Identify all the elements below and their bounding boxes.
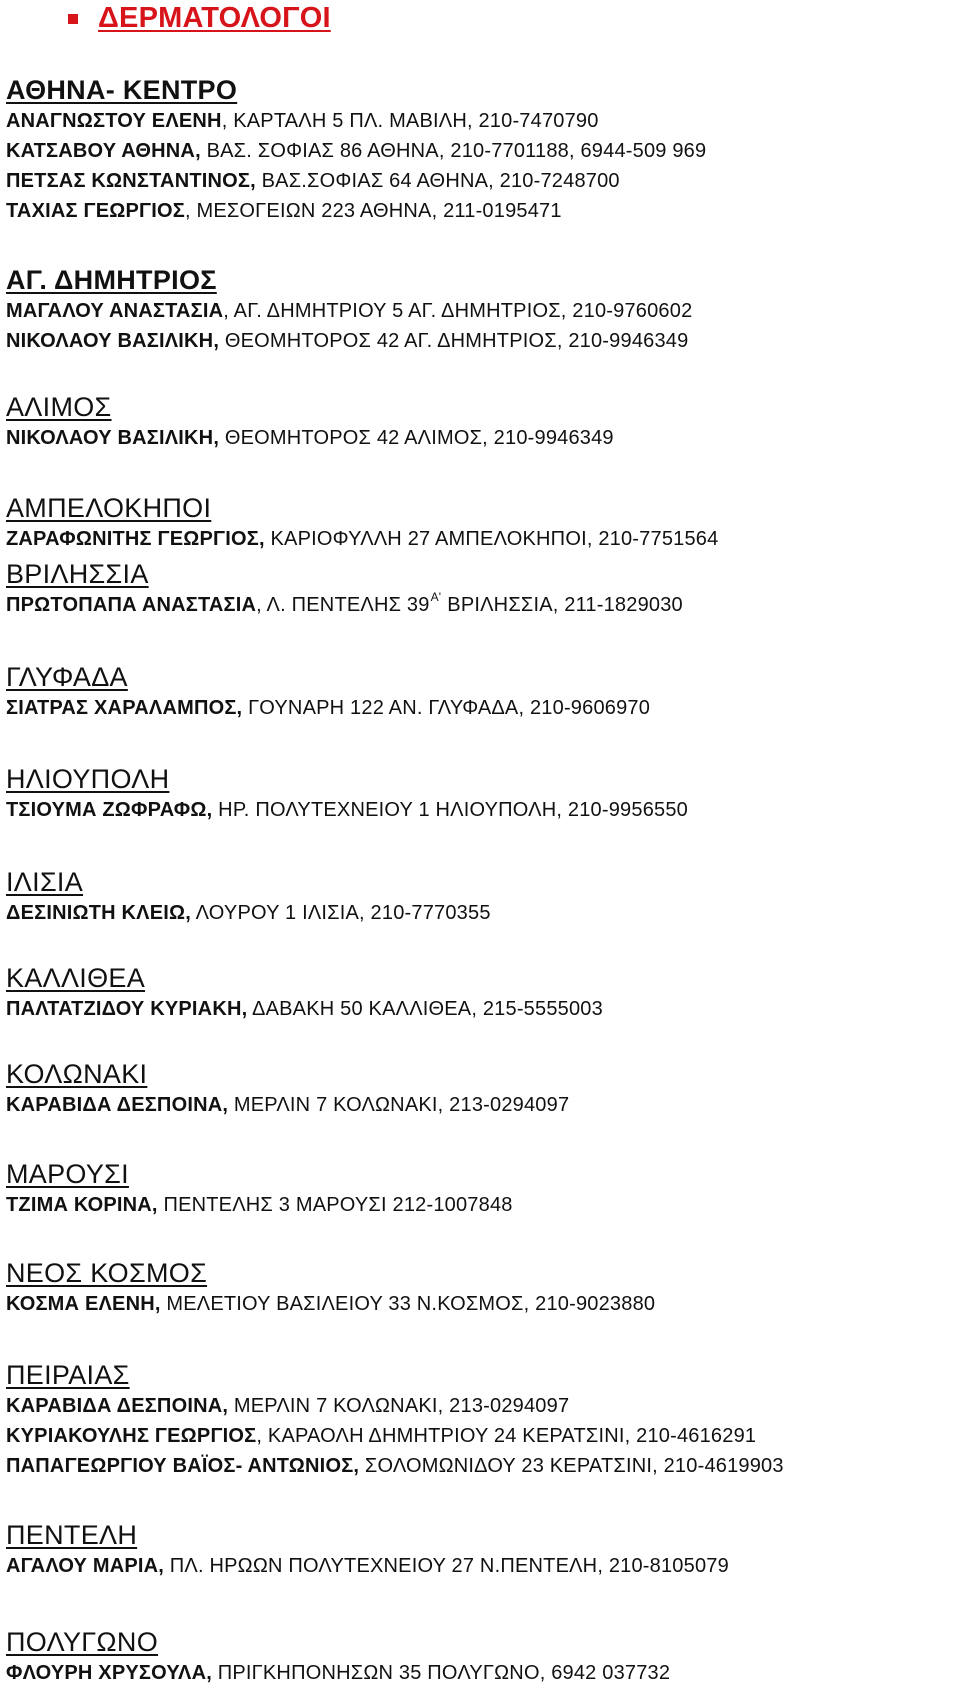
doctor-address: ΘΕΟΜΗΤΟΡΟΣ 42 ΑΓ. ΔΗΜΗΤΡΙΟΣ, 210-9946349 <box>219 330 689 352</box>
section-glyfada <box>6 661 956 723</box>
doctor-name: ΠΕΤΣΑΣ ΚΩΝΣΤΑΝΤΙΝΟΣ, <box>6 170 256 192</box>
doctor-address: , ΑΓ. ΔΗΜΗΤΡΙΟΥ 5 ΑΓ. ΔΗΜΗΤΡΙΟΣ, 210-9760602 <box>223 300 693 322</box>
section-polygono <box>6 1626 956 1688</box>
doctor-address: ΜΕΛΕΤΙΟΥ ΒΑΣΙΛΕΙΟΥ 33 Ν.ΚΟΣΜΟΣ, 210-9023880 <box>160 1293 656 1315</box>
doctor-entry <box>6 1421 956 1451</box>
doctor-entry <box>6 1451 956 1481</box>
doctor-address: ΣΟΛΟΜΩΝΙΔΟΥ 23 ΚΕΡΑΤΣΙΝΙ, 210-4619903 <box>359 1455 784 1477</box>
doctor-entry <box>6 1090 956 1120</box>
doctor-address: , ΜΕΣΟΓΕΙΩΝ 223 ΑΘΗΝΑ, 211-0195471 <box>184 200 562 222</box>
section-heading: ΚΟΛΩΝΑΚΙ <box>6 1059 148 1089</box>
doctor-address: , Λ. ΠΕΝΤΕΛΗΣ 39 <box>256 594 430 616</box>
doctor-address: ΒΑΣ.ΣΟΦΙΑΣ 64 ΑΘΗΝΑ, 210-7248700 <box>255 170 620 192</box>
doctor-address: ΠΕΝΤΕΛΗΣ 3 ΜΑΡΟΥΣΙ 212-1007848 <box>157 1194 513 1216</box>
doctor-name: ΚΑΡΑΒΙΔΑ ΔΕΣΠΟΙΝΑ, <box>6 1395 229 1417</box>
section-neos-kosmos <box>6 1257 956 1319</box>
doctor-entry <box>6 326 956 356</box>
section-heading: ΜΑΡΟΥΣΙ <box>6 1159 129 1189</box>
doctor-name: ΚΑΡΑΒΙΔΑ ΔΕΣΠΟΙΝΑ, <box>6 1094 229 1116</box>
doctor-entry <box>6 106 956 136</box>
section-heading: ΓΛΥΦΑΔΑ <box>6 662 128 692</box>
doctor-entry <box>6 1658 956 1688</box>
doctor-address: ΗΡ. ΠΟΛΥΤΕΧΝΕΙΟΥ 1 ΗΛΙΟΥΠΟΛΗ, 210-9956550 <box>212 799 688 821</box>
section-marousi <box>6 1158 956 1220</box>
doctor-name: ΖΑΡΑΦΩΝΙΤΗΣ ΓΕΩΡΓΙΟΣ, <box>6 528 265 550</box>
section-athina-kentro <box>6 74 956 226</box>
section-heading: ΗΛΙΟΥΠΟΛΗ <box>6 764 170 794</box>
doctor-address: ΠΛ. ΗΡΩΩΝ ΠΟΛΥΤΕΧΝΕΙΟΥ 27 Ν.ΠΕΝΤΕΛΗ, 210-8105079 <box>164 1555 729 1577</box>
doctor-address: ΓΟΥΝΑΡΗ 122 ΑΝ. ΓΛΥΦΑΔΑ, 210-9606970 <box>242 697 651 719</box>
doctor-name: ΔΕΣΙΝΙΩΤΗ ΚΛΕΙΩ, <box>6 902 191 924</box>
doctor-name: ΚΑΤΣΑΒΟΥ ΑΘΗΝΑ, <box>6 140 201 162</box>
doctor-name: ΠΡΩΤΟΠΑΠΑ ΑΝΑΣΤΑΣΙΑ <box>6 594 257 616</box>
section-penteli <box>6 1519 956 1581</box>
section-heading: ΝΕΟΣ ΚΟΣΜΟΣ <box>6 1258 208 1288</box>
section-heading: ΑΛΙΜΟΣ <box>6 392 112 422</box>
doctor-entry <box>6 196 956 226</box>
doctor-entry <box>6 590 956 620</box>
doctor-address: , ΚΑΡΑΟΛΗ ΔΗΜΗΤΡΙΟΥ 24 ΚΕΡΑΤΣΙΝΙ, 210-4616291 <box>256 1425 757 1447</box>
section-alimos <box>6 391 956 453</box>
doctor-address: ΠΡΙΓΚΗΠΟΝΗΣΩΝ 35 ΠΟΛΥΓΩΝΟ, 6942 037732 <box>211 1662 671 1684</box>
doctor-name: ΠΑΛΤΑΤΖΙΔΟΥ ΚΥΡΙΑΚΗ, <box>6 998 248 1020</box>
doctor-name: ΤΣΙΟΥΜΑ ΖΩΦΡΑΦΩ, <box>6 799 213 821</box>
section-heading: ΑΜΠΕΛΟΚΗΠΟΙ <box>6 493 212 523</box>
doctor-address-tail: ΒΡΙΛΗΣΣΙΑ, 211-1829030 <box>447 594 683 616</box>
doctor-name: ΤΑΧΙΑΣ ΓΕΩΡΓΙΟΣ <box>6 200 185 222</box>
section-heading: ΠΟΛΥΓΩΝΟ <box>6 1627 159 1657</box>
section-vrilissia <box>6 558 956 620</box>
doctor-address: ΘΕΟΜΗΤΟΡΟΣ 42 ΑΛΙΜΟΣ, 210-9946349 <box>219 427 614 449</box>
section-heading: ΠΕΙΡΑΙΑΣ <box>6 1360 130 1390</box>
doctor-entry <box>6 166 956 196</box>
doctor-name: ΚΥΡΙΑΚΟΥΛΗΣ ΓΕΩΡΓΙΟΣ <box>6 1425 257 1447</box>
section-ag-dimitrios <box>6 264 956 356</box>
doctor-entry <box>6 795 956 825</box>
doctor-name: ΑΝΑΓΝΩΣΤΟΥ ΕΛΕΝΗ <box>6 110 222 132</box>
doctor-entry <box>6 524 956 554</box>
doctor-address: ΜΕΡΛΙΝ 7 ΚΟΛΩΝΑΚΙ, 213-0294097 <box>228 1094 570 1116</box>
doctor-entry <box>6 1289 956 1319</box>
doctor-address: ΚΑΡΙΟΦΥΛΛΗ 27 ΑΜΠΕΛΟΚΗΠΟΙ, 210-7751564 <box>264 528 719 550</box>
section-kallithea <box>6 962 956 1024</box>
doctor-entry <box>6 296 956 326</box>
section-heading: ΠΕΝΤΕΛΗ <box>6 1520 138 1550</box>
doctor-entry <box>6 994 956 1024</box>
doctor-address: ΒΑΣ. ΣΟΦΙΑΣ 86 ΑΘΗΝΑ, 210-7701188, 6944-509 969 <box>200 140 707 162</box>
section-heading: ΚΑΛΛΙΘΕΑ <box>6 963 146 993</box>
doctor-entry <box>6 693 956 723</box>
doctor-name: ΦΛΟΥΡΗ ΧΡΥΣΟΥΛΑ, <box>6 1662 212 1684</box>
section-kolonaki <box>6 1058 956 1120</box>
section-ilioupoli <box>6 763 956 825</box>
doctor-entry <box>6 1190 956 1220</box>
doctor-name: ΜΑΓΑΛΟΥ ΑΝΑΣΤΑΣΙΑ <box>6 300 224 322</box>
doctor-name: ΣΙΑΤΡΑΣ ΧΑΡΑΛΑΜΠΟΣ, <box>6 697 243 719</box>
doctor-name: ΚΟΣΜΑ ΕΛΕΝΗ, <box>6 1293 161 1315</box>
doctor-name: ΤΖΙΜΑ ΚΟΡΙΝΑ, <box>6 1194 158 1216</box>
square-bullet-icon <box>68 14 78 24</box>
doctor-name: ΠΑΠΑΓΕΩΡΓΙΟΥ ΒΑΪΟΣ- ΑΝΤΩΝΙΟΣ, <box>6 1455 360 1477</box>
doctor-address: ΔΑΒΑΚΗ 50 ΚΑΛΛΙΘΕΑ, 215-5555003 <box>247 998 603 1020</box>
doctor-entry <box>6 898 956 928</box>
doctor-name: ΑΓΑΛΟΥ ΜΑΡΙΑ, <box>6 1555 165 1577</box>
doctor-address: , ΚΑΡΤΑΛΗ 5 ΠΛ. ΜΑΒΙΛΗ, 210-7470790 <box>221 110 599 132</box>
doctor-entry <box>6 423 956 453</box>
section-peiraias <box>6 1359 956 1481</box>
section-ampelokipoi <box>6 492 956 554</box>
doctor-name: ΝΙΚΟΛΑΟΥ ΒΑΣΙΛΙΚΗ, <box>6 330 220 352</box>
section-heading: ΙΛΙΣΙΑ <box>6 867 84 897</box>
doctor-entry <box>6 1391 956 1421</box>
doctor-entry <box>6 1551 956 1581</box>
section-heading: ΑΓ. ΔΗΜΗΤΡΙΟΣ <box>6 265 217 295</box>
document-title: ΔΕΡΜΑΤΟΛΟΓΟΙ <box>98 2 331 34</box>
doctor-name: ΝΙΚΟΛΑΟΥ ΒΑΣΙΛΙΚΗ, <box>6 427 220 449</box>
section-heading: ΑΘΗΝΑ- ΚΕΝΤΡΟ <box>6 75 238 105</box>
doctor-address: ΜΕΡΛΙΝ 7 ΚΟΛΩΝΑΚΙ, 213-0294097 <box>228 1395 570 1417</box>
doctor-entry <box>6 136 956 166</box>
section-heading: ΒΡΙΛΗΣΣΙΑ <box>6 559 149 589</box>
doctor-address: ΛΟΥΡΟΥ 1 ΙΛΙΣΙΑ, 210-7770355 <box>191 902 491 924</box>
section-ilisia <box>6 866 956 928</box>
address-superscript: Α' <box>430 590 442 604</box>
